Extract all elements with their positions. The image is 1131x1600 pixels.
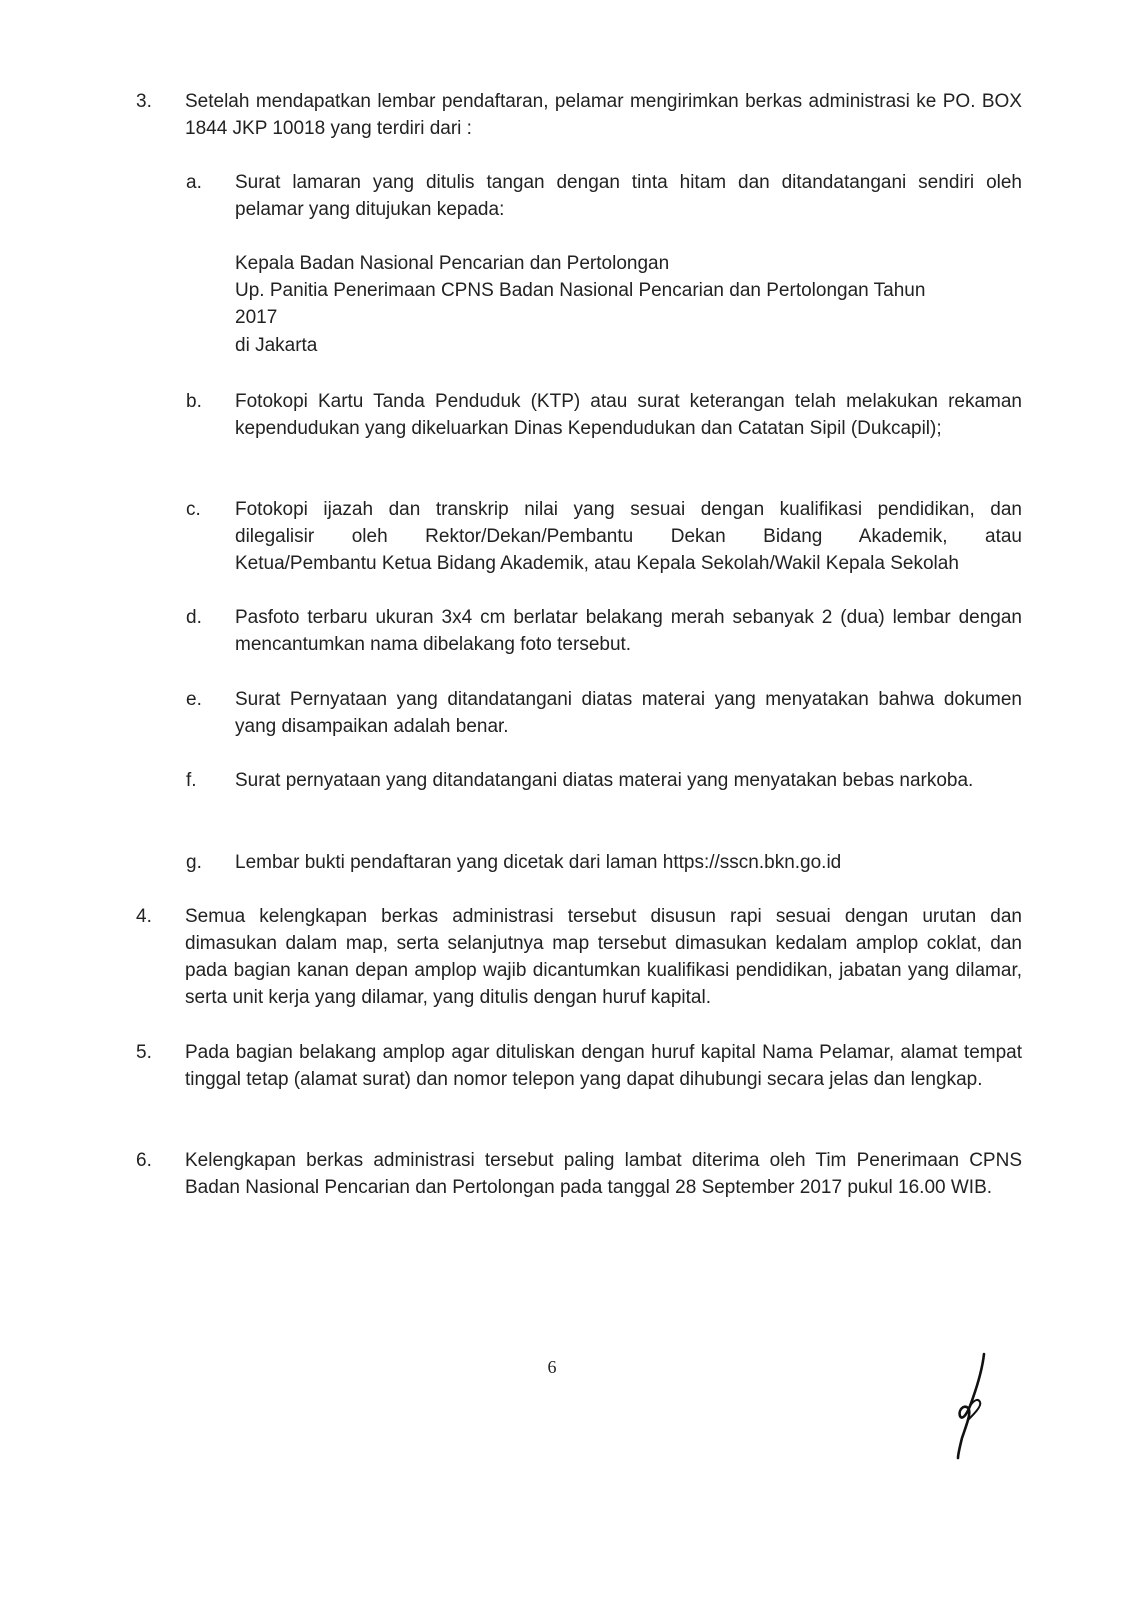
- item-3c-line-3: Ketua/Pembantu Ketua Bidang Akademik, atau Kepala Sekolah/Wakil Kepala Sekolah: [235, 553, 959, 574]
- item-4-text: Semua kelengkapan berkas administrasi tersebut disusun rapi sesuai dengan urutan dan dimasukan dalam map, serta selanjutnya map tersebut dimasukan kedalam amplop coklat, dan pada bagian kanan depan amplop wajib dicantumkan kualifikasi pendidikan, jabatan yang dilamar, serta unit kerja yang dilamar, yang ditulis dengan huruf kapital.: [185, 906, 1022, 1008]
- page-number: 6: [547, 1357, 557, 1377]
- address-line-2: Up. Panitia Penerimaan CPNS Badan Nasional Pencarian dan Pertolongan Tahun: [235, 280, 926, 301]
- item-3c-line-1: Fotokopi ijazah dan transkrip nilai yang sesuai dengan kualifikasi pendidikan, dan: [235, 499, 1022, 520]
- item-3c-line-2: dilegalisir oleh Rektor/Dekan/Pembantu Dekan Bidang Akademik, atau: [235, 526, 1022, 547]
- item-3f-letter: f.: [186, 770, 197, 791]
- item-6-text: Kelengkapan berkas administrasi tersebut paling lambat diterima oleh Tim Penerimaan CPNS Badan Nasional Pencarian dan Pertolongan pada tanggal 28 September 2017 pukul 16.00 WIB.: [185, 1150, 1022, 1198]
- item-3g-text: Lembar bukti pendaftaran yang dicetak dari laman https://sscn.bkn.go.id: [235, 852, 842, 873]
- item-3-number: 3.: [136, 91, 152, 112]
- address-line-3: 2017: [235, 307, 278, 328]
- item-3b-letter: b.: [186, 391, 202, 412]
- item-3d-text: Pasfoto terbaru ukuran 3x4 cm berlatar belakang merah sebanyak 2 (dua) lembar dengan mencantumkan nama dibelakang foto tersebut.: [235, 607, 1022, 655]
- item-3b-text: Fotokopi Kartu Tanda Penduduk (KTP) atau surat keterangan telah melakukan rekaman kependudukan yang dikeluarkan Dinas Kependudukan dan Catatan Sipil (Dukcapil);: [235, 391, 1022, 439]
- item-4-number: 4.: [136, 906, 152, 927]
- item-3c-letter: c.: [186, 499, 201, 520]
- item-3e-text: Surat Pernyataan yang ditandatangani diatas materai yang menyatakan bahwa dokumen yang disampaikan adalah benar.: [235, 689, 1022, 737]
- item-6-number: 6.: [136, 1150, 152, 1171]
- item-3a-letter: a.: [186, 172, 202, 193]
- item-3f-text: Surat pernyataan yang ditandatangani diatas materai yang menyatakan bebas narkoba.: [235, 770, 974, 791]
- item-3d-letter: d.: [186, 607, 202, 628]
- item-3e-letter: e.: [186, 689, 202, 710]
- address-line-1: Kepala Badan Nasional Pencarian dan Pertolongan: [235, 253, 670, 274]
- item-3-text: Setelah mendapatkan lembar pendaftaran, pelamar mengirimkan berkas administrasi ke PO. BOX 1844 JKP 10018 yang terdiri dari :: [185, 91, 1022, 139]
- item-5-number: 5.: [136, 1042, 152, 1063]
- item-3a-text: Surat lamaran yang ditulis tangan dengan tinta hitam dan ditandatangani sendiri oleh pelamar yang ditujukan kepada:: [235, 172, 1022, 220]
- item-5-text: Pada bagian belakang amplop agar dituliskan dengan huruf kapital Nama Pelamar, alamat tempat tinggal tetap (alamat surat) dan nomor telepon yang dapat dihubungi secara jelas dan lengkap.: [185, 1042, 1022, 1090]
- signature-initial-icon: [940, 1350, 1000, 1460]
- item-3g-letter: g.: [186, 852, 202, 873]
- address-line-4: di Jakarta: [235, 335, 318, 356]
